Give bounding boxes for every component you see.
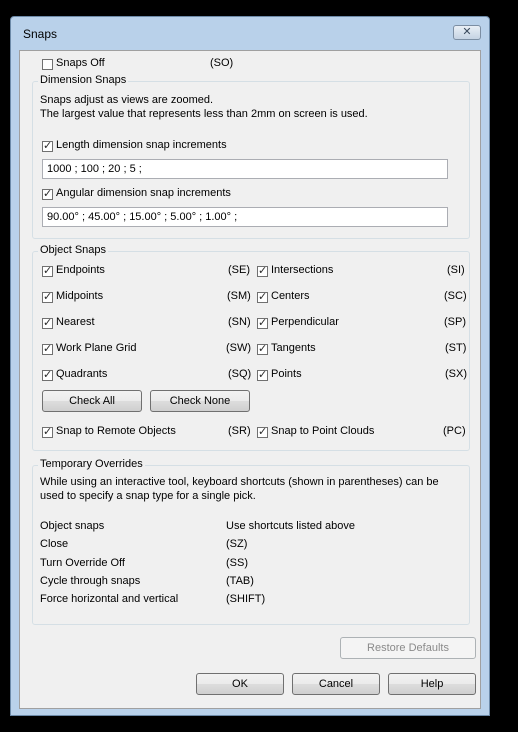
angular-snap-input[interactable]: 90.00° ; 45.00° ; 15.00° ; 5.00° ; 1.00° ;	[42, 207, 448, 227]
intersections-checkbox[interactable]	[257, 266, 268, 277]
snap-remote-label: Snap to Remote Objects	[56, 425, 176, 437]
length-snap-checkbox[interactable]	[42, 141, 53, 152]
dialog-body	[19, 50, 481, 709]
nearest-shortcut: (SN)	[228, 316, 251, 328]
centers-shortcut: (SC)	[444, 290, 467, 302]
tangents-shortcut: (ST)	[445, 342, 467, 354]
quadrants-shortcut: (SQ)	[228, 368, 252, 380]
cancel-button[interactable]: Cancel	[292, 673, 380, 695]
snap-remote-shortcut: (SR)	[228, 425, 251, 437]
points-label: Points	[271, 368, 302, 380]
override-row-name: Force horizontal and vertical	[40, 593, 179, 605]
quadrants-label: Quadrants	[56, 368, 108, 380]
object-snaps-title: Object Snaps	[40, 244, 107, 256]
endpoints-label: Endpoints	[56, 264, 105, 276]
work-plane-grid-shortcut: (SW)	[226, 342, 252, 354]
dialog-title: Snaps	[23, 27, 58, 41]
title-bar[interactable]	[11, 17, 489, 50]
override-row-value: (SZ)	[226, 538, 248, 550]
override-row-value: (SHIFT)	[226, 593, 266, 605]
snap-point-clouds-shortcut: (PC)	[443, 425, 466, 437]
dimension-desc-1: Snaps adjust as views are zoomed.	[40, 94, 214, 106]
points-checkbox[interactable]	[257, 370, 268, 381]
close-icon: ✕	[462, 26, 472, 38]
intersections-shortcut: (SI)	[447, 264, 465, 276]
ok-button[interactable]: OK	[196, 673, 284, 695]
override-row-name: Object snaps	[40, 520, 105, 532]
midpoints-label: Midpoints	[56, 290, 104, 302]
endpoints-shortcut: (SE)	[228, 264, 250, 276]
snaps-dialog	[10, 16, 490, 716]
nearest-label: Nearest	[56, 316, 95, 328]
override-row-name: Cycle through snaps	[40, 575, 141, 587]
length-snap-input[interactable]: 1000 ; 100 ; 20 ; 5 ;	[42, 159, 448, 179]
temporary-overrides-title: Temporary Overrides	[40, 458, 143, 470]
work-plane-grid-label: Work Plane Grid	[56, 342, 137, 354]
midpoints-checkbox[interactable]	[42, 292, 53, 303]
restore-defaults-button[interactable]: Restore Defaults	[340, 637, 476, 659]
perpendicular-checkbox[interactable]	[257, 318, 268, 329]
override-row-name: Close	[40, 538, 69, 550]
tangents-label: Tangents	[271, 342, 316, 354]
snaps-off-checkbox[interactable]	[42, 59, 53, 70]
override-row-value: (SS)	[226, 557, 248, 569]
dimension-snaps-title: Dimension Snaps	[40, 74, 127, 86]
angular-snap-checkbox[interactable]	[42, 189, 53, 200]
points-shortcut: (SX)	[445, 368, 467, 380]
midpoints-shortcut: (SM)	[227, 290, 251, 302]
override-row-name: Turn Override Off	[40, 557, 125, 569]
tangents-checkbox[interactable]	[257, 344, 268, 355]
snap-point-clouds-checkbox[interactable]	[257, 427, 268, 438]
perpendicular-label: Perpendicular	[271, 316, 339, 328]
overrides-desc-2: used to specify a snap type for a single pick.	[40, 490, 256, 502]
endpoints-checkbox[interactable]	[42, 266, 53, 277]
close-button[interactable]	[453, 25, 481, 40]
check-none-button[interactable]: Check None	[150, 390, 250, 412]
help-button[interactable]: Help	[388, 673, 476, 695]
snaps-off-label: Snaps Off	[56, 57, 105, 69]
snaps-off-shortcut: (SO)	[210, 57, 234, 69]
length-snap-label: Length dimension snap increments	[56, 139, 227, 151]
centers-label: Centers	[271, 290, 310, 302]
override-row-value: Use shortcuts listed above	[226, 520, 356, 532]
dimension-desc-2: The largest value that represents less than 2mm on screen is used.	[40, 108, 368, 120]
perpendicular-shortcut: (SP)	[444, 316, 466, 328]
quadrants-checkbox[interactable]	[42, 370, 53, 381]
override-row-value: (TAB)	[226, 575, 254, 587]
check-all-button[interactable]: Check All	[42, 390, 142, 412]
snap-remote-checkbox[interactable]	[42, 427, 53, 438]
nearest-checkbox[interactable]	[42, 318, 53, 329]
work-plane-grid-checkbox[interactable]	[42, 344, 53, 355]
centers-checkbox[interactable]	[257, 292, 268, 303]
snap-point-clouds-label: Snap to Point Clouds	[271, 425, 375, 437]
angular-snap-label: Angular dimension snap increments	[56, 187, 231, 199]
intersections-label: Intersections	[271, 264, 334, 276]
overrides-desc-1: While using an interactive tool, keyboard shortcuts (shown in parentheses) can be	[40, 476, 439, 488]
